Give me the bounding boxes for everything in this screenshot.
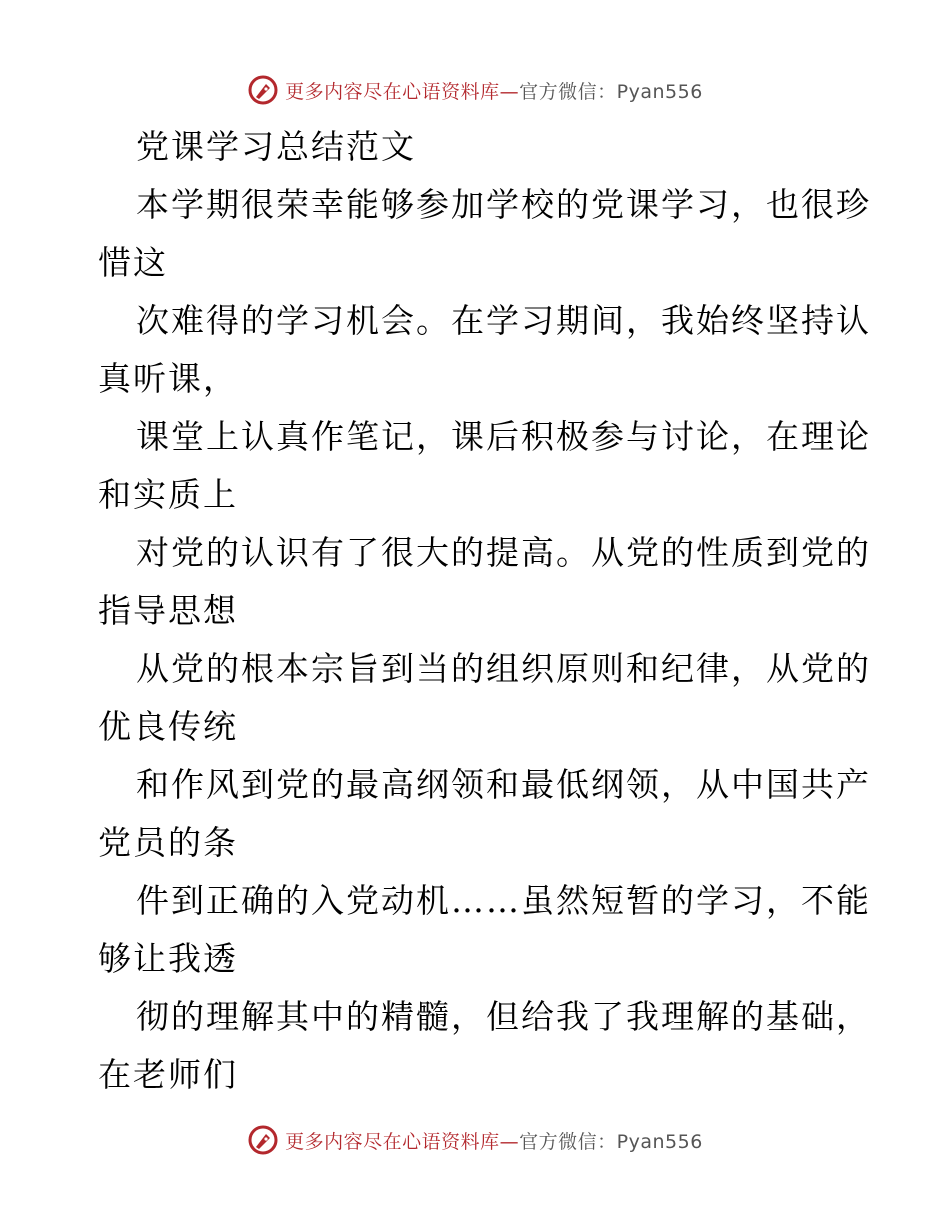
text-line: 次难得的学习机会。在学习期间，我始终坚持认 (136, 301, 871, 340)
pen-nib-logo-icon (247, 1124, 279, 1156)
text-line: 够让我透 (98, 939, 238, 978)
text-line: 指导思想 (98, 591, 238, 630)
pen-nib-logo-icon (247, 74, 279, 106)
text-line: 本学期很荣幸能够参加学校的党课学习，也很珍 (136, 185, 871, 224)
text-line: 彻的理解其中的精髓，但给我了我理解的基础， (136, 997, 871, 1036)
text-line: 惜这 (98, 243, 168, 282)
text-line: 党课学习总结范文 (136, 127, 416, 166)
text-line: 和实质上 (98, 475, 238, 514)
text-line: 件到正确的入党动机……虽然短暂的学习，不能 (136, 881, 871, 920)
text-line: 党员的条 (98, 823, 238, 862)
text-line: 优良传统 (98, 707, 238, 746)
text-line: 从党的根本宗旨到当的组织原则和纪律，从党的 (136, 649, 871, 688)
watermark-text: 更多内容尽在心语资料库—官方微信：Pyan556 (285, 80, 703, 103)
text-line: 真听课， (98, 359, 238, 398)
document-body (98, 118, 871, 1104)
text-line: 在老师们 (98, 1055, 238, 1094)
watermark-text: 更多内容尽在心语资料库—官方微信：Pyan556 (285, 1130, 703, 1153)
header-watermark (0, 70, 950, 110)
text-line: 和作风到党的最高纲领和最低纲领，从中国共产 (136, 765, 871, 804)
footer-watermark (0, 1120, 950, 1160)
text-line: 对党的认识有了很大的提高。从党的性质到党的 (136, 533, 871, 572)
text-line: 课堂上认真作笔记，课后积极参与讨论，在理论 (136, 417, 871, 456)
